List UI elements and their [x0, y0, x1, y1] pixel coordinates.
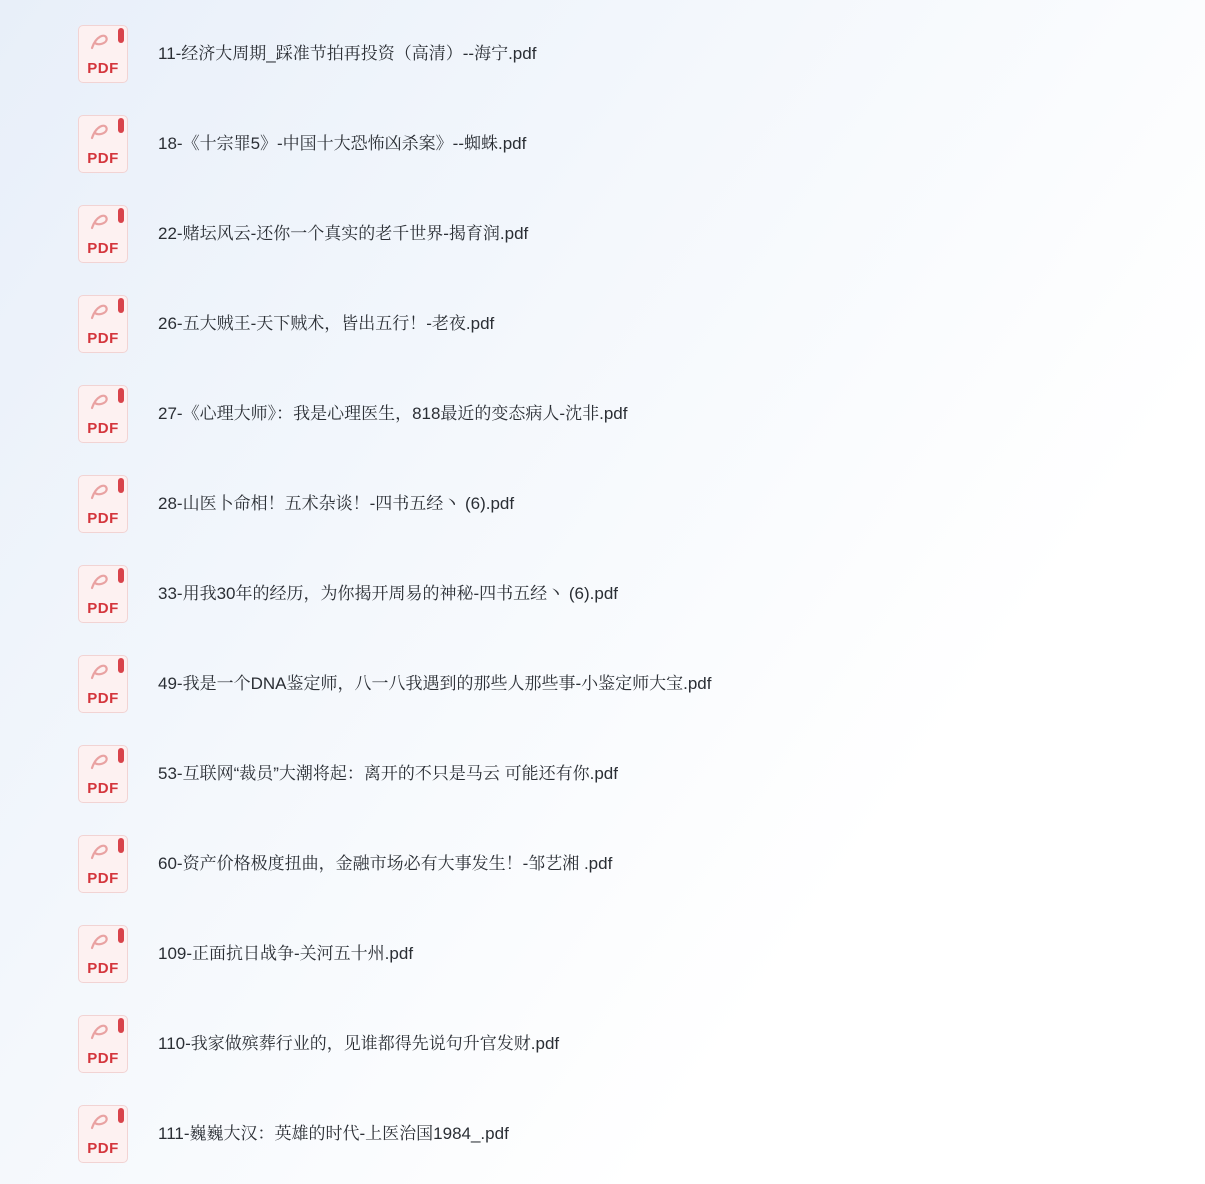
pdf-icon-label: PDF: [87, 240, 119, 257]
pdf-icon-label: PDF: [87, 420, 119, 437]
acrobat-swirl-icon: [88, 932, 114, 951]
file-row[interactable]: [0, 279, 1205, 369]
pdf-file-icon: [78, 1015, 128, 1073]
bookmark-fold-icon: [118, 298, 124, 313]
acrobat-swirl-icon: [88, 1112, 114, 1131]
file-row[interactable]: [0, 9, 1205, 99]
pdf-file-icon: [78, 385, 128, 443]
acrobat-swirl-icon: [88, 32, 114, 51]
file-row[interactable]: [0, 189, 1205, 279]
file-row[interactable]: [0, 819, 1205, 909]
pdf-file-icon: [78, 25, 128, 83]
pdf-icon-label: PDF: [87, 960, 119, 977]
acrobat-swirl-icon: [88, 482, 114, 501]
pdf-file-icon: [78, 475, 128, 533]
file-name[interactable]: 28-山医卜命相！五术杂谈！-四书五经丶 (6).pdf: [158, 493, 515, 513]
acrobat-swirl-icon: [88, 302, 114, 321]
bookmark-fold-icon: [118, 118, 124, 133]
pdf-file-icon: [78, 295, 128, 353]
acrobat-swirl-icon: [88, 842, 114, 861]
bookmark-fold-icon: [118, 838, 124, 853]
file-name[interactable]: 109-正面抗日战争-关河五十州.pdf: [158, 943, 414, 963]
pdf-file-icon: [78, 745, 128, 803]
file-name[interactable]: 49-我是一个DNA鉴定师，八一八我遇到的那些人那些事-小鉴定师大宝.pdf: [158, 673, 712, 693]
file-row[interactable]: [0, 1089, 1205, 1179]
pdf-icon-label: PDF: [87, 1050, 119, 1067]
bookmark-fold-icon: [118, 568, 124, 583]
pdf-icon-label: PDF: [87, 690, 119, 707]
file-row[interactable]: [0, 369, 1205, 459]
file-row[interactable]: [0, 729, 1205, 819]
pdf-file-icon: [78, 1105, 128, 1163]
file-name[interactable]: 18-《十宗罪5》-中国十大恐怖凶杀案》--蜘蛛.pdf: [158, 133, 527, 153]
file-name[interactable]: 27-《心理大师》：我是心理医生，818最近的变态病人-沈非.pdf: [158, 403, 628, 423]
acrobat-swirl-icon: [88, 572, 114, 591]
file-name[interactable]: 11-经济大周期_踩准节拍再投资（高清）--海宁.pdf: [158, 43, 537, 63]
pdf-icon-label: PDF: [87, 780, 119, 797]
pdf-icon-label: PDF: [87, 510, 119, 527]
pdf-icon-label: PDF: [87, 600, 119, 617]
pdf-file-icon: [78, 565, 128, 623]
pdf-icon-label: PDF: [87, 870, 119, 887]
pdf-icon-label: PDF: [87, 60, 119, 77]
file-name[interactable]: 60-资产价格极度扭曲，金融市场必有大事发生！-邹艺湘 .pdf: [158, 853, 613, 873]
acrobat-swirl-icon: [88, 212, 114, 231]
pdf-file-icon: [78, 205, 128, 263]
bookmark-fold-icon: [118, 478, 124, 493]
pdf-icon-label: PDF: [87, 330, 119, 347]
file-name[interactable]: 22-赌坛风云-还你一个真实的老千世界-揭育润.pdf: [158, 223, 529, 243]
bookmark-fold-icon: [118, 388, 124, 403]
bookmark-fold-icon: [118, 28, 124, 43]
bookmark-fold-icon: [118, 1108, 124, 1123]
file-name[interactable]: 26-五大贼王-天下贼术，皆出五行！-老夜.pdf: [158, 313, 495, 333]
file-name[interactable]: 53-互联网“裁员”大潮将起：离开的不只是马云 可能还有你.pdf: [158, 763, 618, 783]
pdf-file-icon: [78, 115, 128, 173]
file-row[interactable]: [0, 639, 1205, 729]
acrobat-swirl-icon: [88, 662, 114, 681]
acrobat-swirl-icon: [88, 122, 114, 141]
file-row[interactable]: [0, 909, 1205, 999]
pdf-file-icon: [78, 655, 128, 713]
acrobat-swirl-icon: [88, 752, 114, 771]
acrobat-swirl-icon: [88, 392, 114, 411]
file-name[interactable]: 110-我家做殡葬行业的，见谁都得先说句升官发财.pdf: [158, 1033, 560, 1053]
file-name[interactable]: 111-巍巍大汉：英雄的时代-上医治国1984_.pdf: [158, 1123, 509, 1143]
file-row[interactable]: [0, 549, 1205, 639]
pdf-file-icon: [78, 925, 128, 983]
file-row[interactable]: [0, 99, 1205, 189]
bookmark-fold-icon: [118, 1018, 124, 1033]
pdf-file-icon: [78, 835, 128, 893]
bookmark-fold-icon: [118, 208, 124, 223]
file-name[interactable]: 33-用我30年的经历，为你揭开周易的神秘-四书五经丶 (6).pdf: [158, 583, 618, 603]
file-row[interactable]: [0, 999, 1205, 1089]
bookmark-fold-icon: [118, 928, 124, 943]
bookmark-fold-icon: [118, 748, 124, 763]
pdf-icon-label: PDF: [87, 1140, 119, 1157]
pdf-icon-label: PDF: [87, 150, 119, 167]
bookmark-fold-icon: [118, 658, 124, 673]
acrobat-swirl-icon: [88, 1022, 114, 1041]
file-row[interactable]: [0, 459, 1205, 549]
